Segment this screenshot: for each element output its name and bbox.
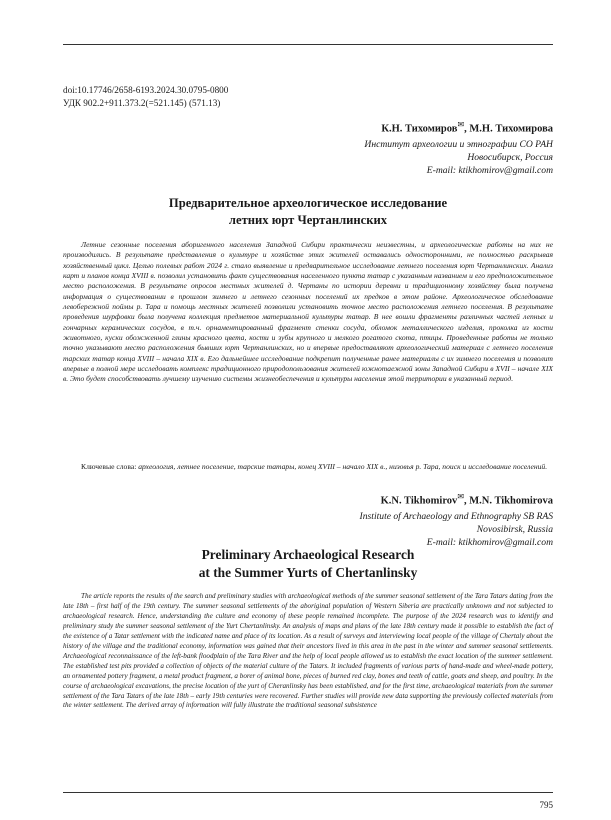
en-title xyxy=(63,546,553,582)
ru-email: E-mail: ktikhomirov@gmail.com xyxy=(426,164,553,176)
en-author-names xyxy=(360,492,553,507)
bottom-rule xyxy=(63,792,553,793)
article-meta xyxy=(63,84,228,110)
doi: doi:10.17746/2658-6193.2024.30.0795-0800 xyxy=(63,85,229,95)
en-abstract-text: The article reports the results of the search and preliminary studies with archaeological methods of the summer seasonal settlement of the Tara Tatars dating from the late 18th – first half of the 19th century. The summer seasonal settlements of the aboriginal population of Western Siberia are practically unknown and not subjected to archaeological research. Hence, understanding the culture and economy of these people remained incomplete. The purpose of the 2024 research was to identify and preliminary study the summer seasonal settlement of the Yurt Chertanlinsky. An analysis of maps and plans of the late 18th century made it possible to establish the fact of the existence of a Tatar settlement with the indicated name and place of its location. As a result of surveys and interviewing local people of the village of Chertaly about the history of the village and the traditional economy, information was gained that their ancestors lived in this area in the past in the winter and summer seasonal settlements. Archaeological reconnaissance of the left-bank floodplain of the Tara River and the help of local people allowed us to establish the exact location of the summer settlement. The established test pits provided a collection of objects of the material culture of the Tatars. It included fragments of various parts of hand-made and wheel-made pottery, an ornamented pottery fragment, a metal product fragment, a borer of animal bone, pieces of burned red clay, bones and teeth of cattle, goats and sheep, and poultry. In the course of archaeological excavations, the precise location of the yurt of Cheranlinsky has been established, and for the first time, archaeological materials from the summer settlement of the Tara Tatars of the late 18th – early 19th centuries were recovered. Further studies will provide new data supporting the previously collected materials from the winter settlement. The derived array of information will fully illustrate the traditional seasonal subsistence xyxy=(63,592,553,710)
ru-author-names xyxy=(364,120,553,135)
en-author-1: K.N. Tikhomirov xyxy=(380,495,458,507)
ru-institute: Институт археологии и этнографии СО РАН xyxy=(364,138,553,150)
en-title-line-1: Preliminary Archaeological Research xyxy=(201,547,415,562)
ru-title xyxy=(63,195,553,229)
page-number: 795 xyxy=(539,800,553,810)
en-title-line-2: at the Summer Yurts of Chertanlinsky xyxy=(198,565,418,580)
author-separator: , xyxy=(464,495,470,507)
ru-title-line-2: летних юрт Чертанлинских xyxy=(228,213,388,227)
en-email: E-mail: ktikhomirov@gmail.com xyxy=(426,536,553,548)
en-institute: Institute of Archaeology and Ethnography SB RAS xyxy=(359,510,553,522)
en-city: Novosibirsk, Russia xyxy=(476,523,553,535)
en-author-2: M.N. Tikhomirova xyxy=(469,495,553,507)
ru-abstract xyxy=(63,240,553,385)
envelope-icon: ✉ xyxy=(457,492,465,501)
envelope-icon: ✉ xyxy=(457,120,465,129)
ru-city: Новосибирск, Россия xyxy=(467,151,553,163)
ru-keywords xyxy=(63,462,553,472)
ru-title-line-1: Предварительное археологическое исследование xyxy=(168,196,448,210)
top-rule xyxy=(63,44,553,45)
ru-keywords-value: археология, летнее поселение, тарские татары, конец XVIII – начало XIX в., низовья р. Тара, поиск и исследование поселений. xyxy=(138,462,548,471)
ru-author-1: К.Н. Тихомиров xyxy=(381,123,458,135)
en-abstract xyxy=(63,592,553,711)
ru-authors-block xyxy=(364,120,553,177)
ru-author-2: М.Н. Тихомирова xyxy=(469,123,553,135)
author-separator: , xyxy=(464,123,470,135)
en-authors-block xyxy=(360,492,553,549)
ru-abstract-text: Летние сезонные поселения аборигенного населения Западной Сибири практически неизвестны, и археологические работы на них не производились. В результате представления о культуре и хозяйстве этих жителей оставались односторонними, не полностью раскрывая хозяйственный цикл. Целью полевых работ 2024 г. стало выявление и предварительное исследование летнего поселения юрт Чертанлинских. Анализ карт и планов конца XVIII в. позволил установить факт существования населенного пункта татар с указанным названием и его предположительное место расположения. В результате опросов местных жителей д. Чертаны по истории деревни и традиционному хозяйству была получена информация о существовании в прошлом зимнего и летнего сезонных поселений их предков в этом районе. Археологическое обследование левобережной поймы р. Тара и помощь местных жителей позволили установить точное место расположения летнего поселения. В результате проведения шурфовки была получена коллекция предметов материальной культуры татар. В нее вошли фрагменты различных частей лепных и гончарных керамических сосудов, в т.ч. орнаментированный фрагмент стенки сосуда, обломок металлического изделия, проколка из кости животного, куски обожженной глины красного цвета, кости и зубы крупного и мелкого рогатого скота, птицы. Проведенные работы не только точно указывают место расположения бывших юрт Чертанлинских, но и впервые предоставляют археологический материал с летнего поселения тарских татар конца XVIII – начала XIX в. Его дальнейшее исследование подкрепит полученные ранее материалы с их зимнего поселения и позволит впервые в полной мере исследовать комплекс традиционного природопользования жителей южнотаежной зоны Западной Сибири в XVII – начале XIX в. Это будет способствовать лучшему изучению системы жизнеобеспечения и культуры населения этой территории в указанный период. xyxy=(63,240,553,384)
udk: УДК 902.2+911.373.2(=521.145) (571.13) xyxy=(63,98,221,108)
ru-keywords-label: Ключевые слова: xyxy=(81,462,137,471)
